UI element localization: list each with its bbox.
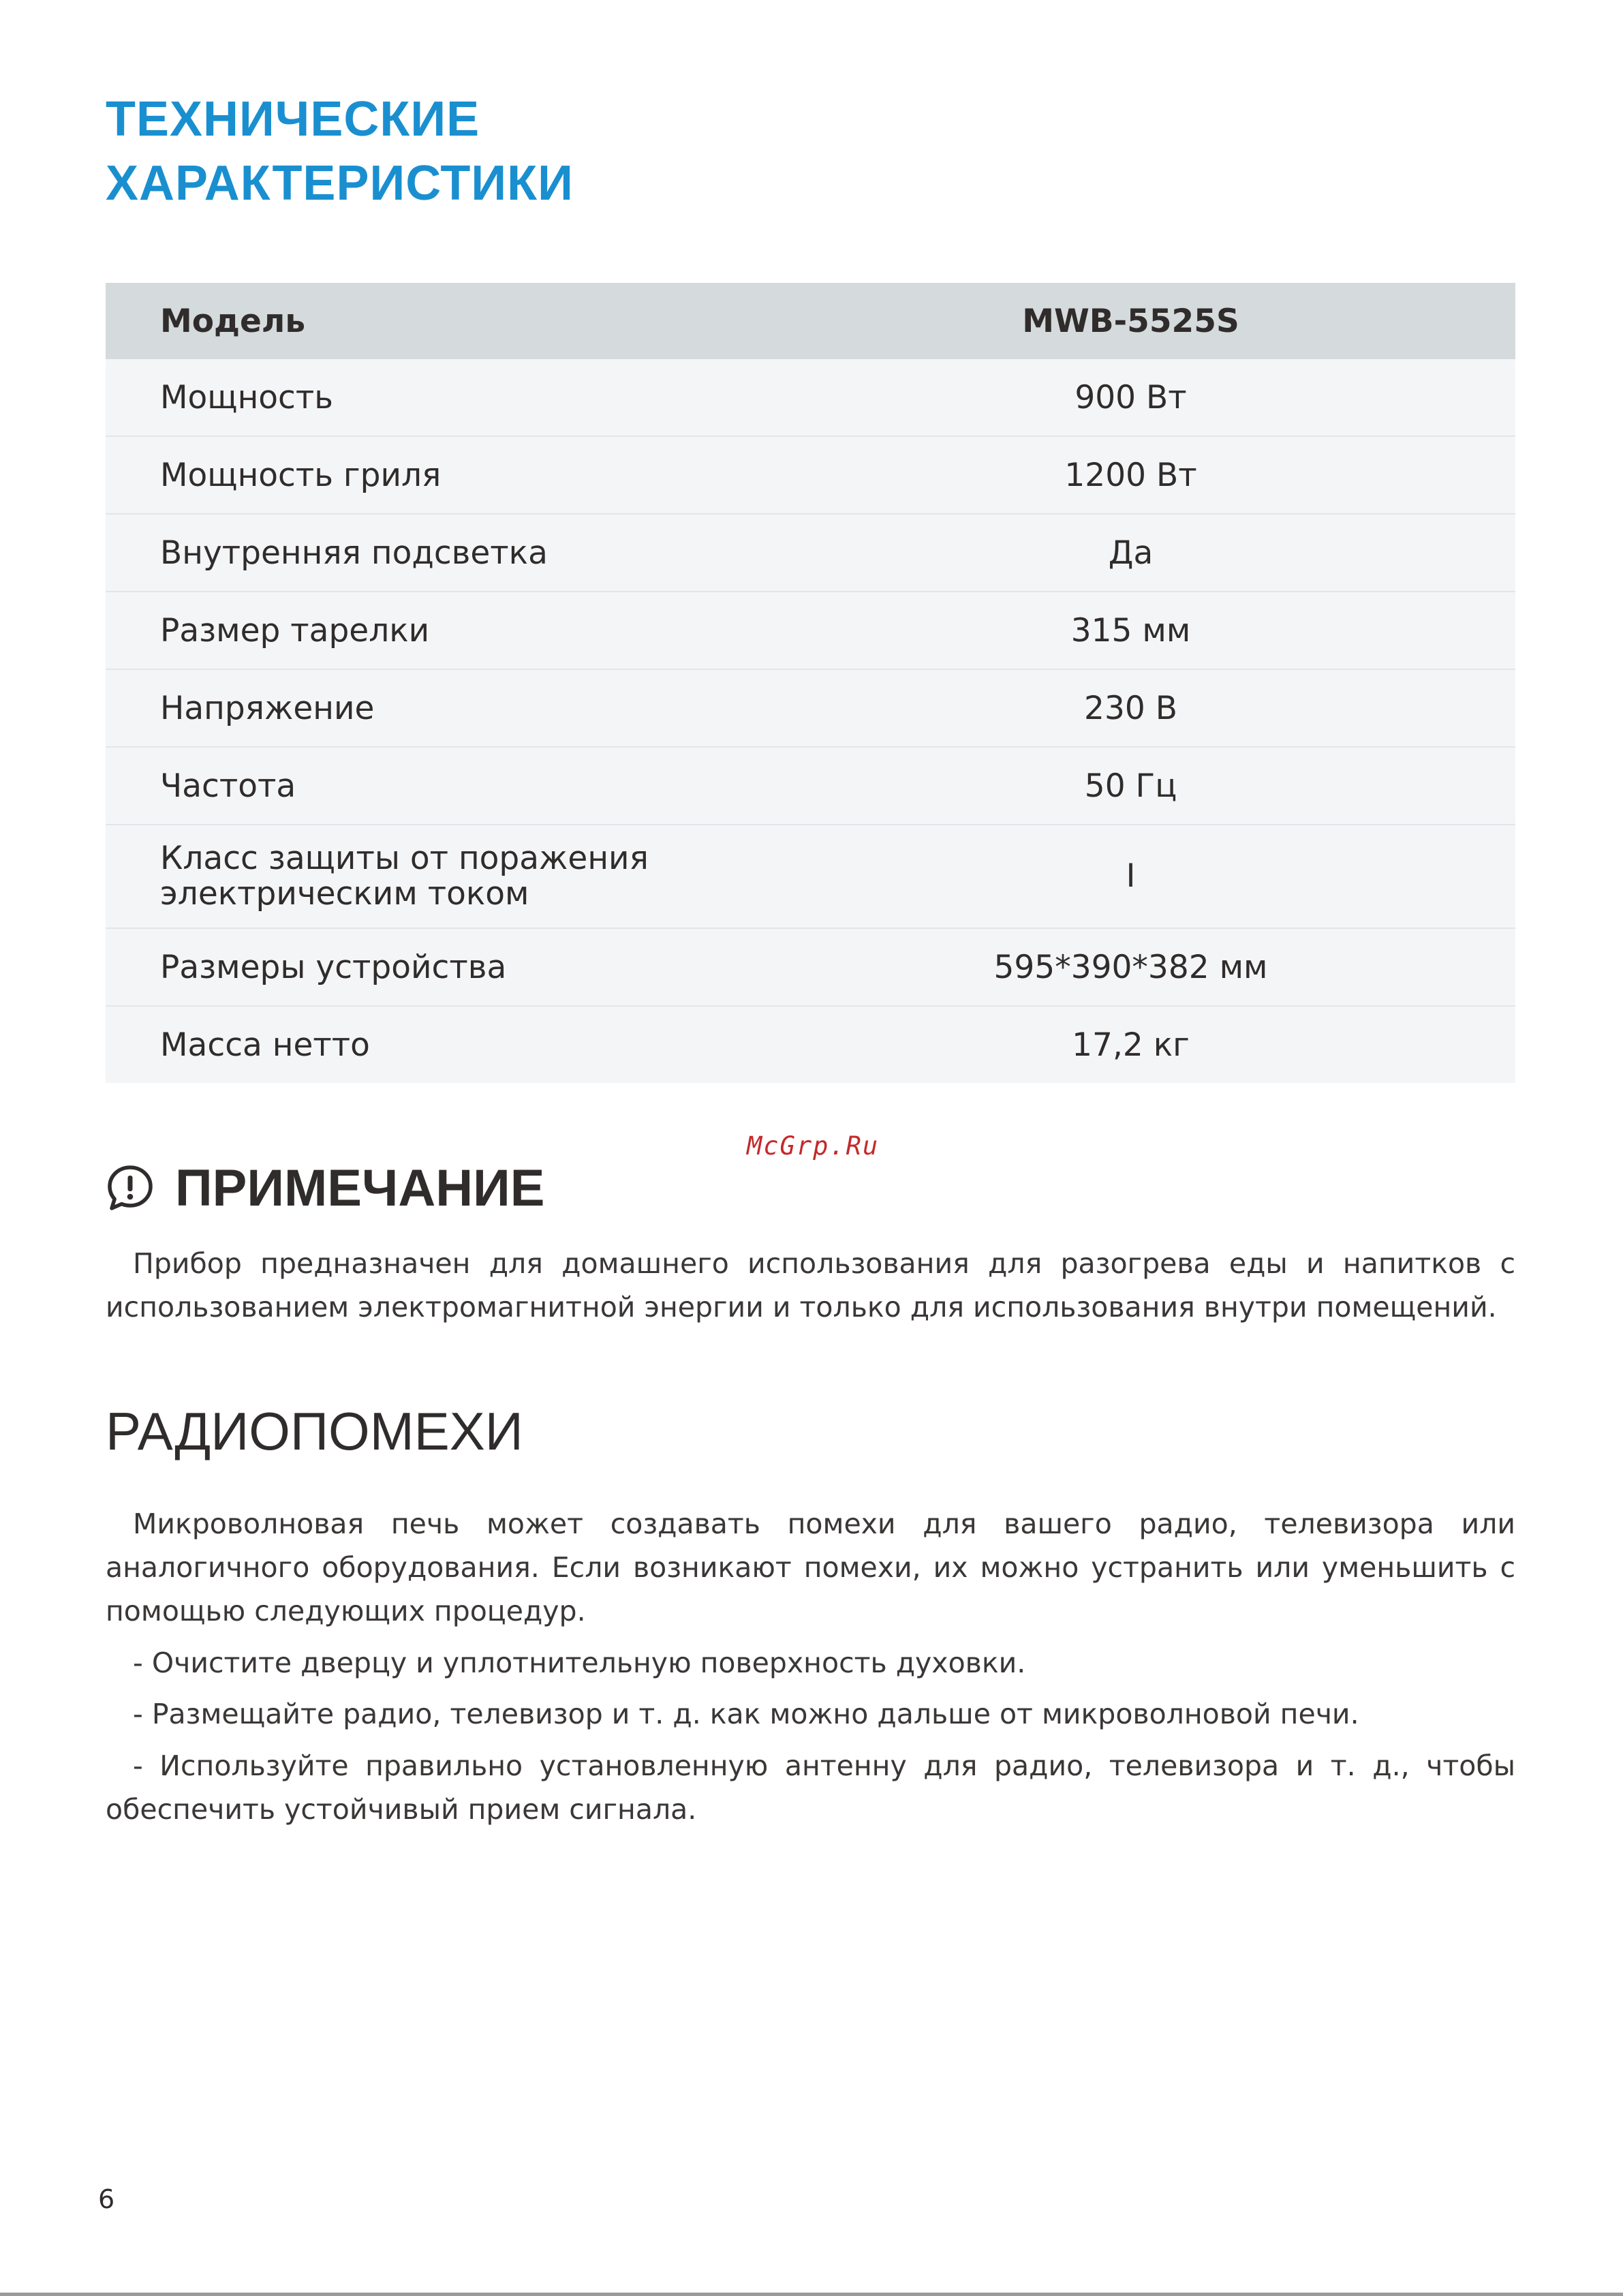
spec-value: 17,2 кг bbox=[1072, 1026, 1190, 1064]
spec-value: 1200 Вт bbox=[944, 436, 1515, 514]
spec-name: Частота bbox=[106, 747, 944, 825]
page-title bbox=[106, 87, 574, 215]
watermark-link[interactable]: McGrp.Ru bbox=[747, 1131, 880, 1161]
table-row bbox=[106, 825, 1515, 928]
list-item: - Очистите дверцу и уплотнительную поверхность духовки. bbox=[133, 1647, 1026, 1679]
table-row bbox=[106, 1006, 1515, 1083]
spec-name: Размеры устройства bbox=[106, 928, 944, 1006]
radio-intro-text: Микроволновая печь может создавать помехи для вашего радио, телевизора или аналогичного оборудования. Если возникают помехи, их можно устранить или уменьшить с помощью следующих процедур. bbox=[106, 1507, 1515, 1627]
page-number: 6 bbox=[98, 2184, 115, 2214]
specifications-table bbox=[106, 283, 1515, 1083]
radio-interference-title: РАДИОПОМЕХИ bbox=[106, 1401, 523, 1461]
spec-name-line-1: Класс защиты от поражения bbox=[160, 840, 649, 877]
spec-value: 230 В bbox=[944, 669, 1515, 747]
spec-name: Масса нетто bbox=[160, 1026, 370, 1064]
exclamation-speech-icon bbox=[106, 1164, 155, 1213]
list-item: - Размещайте радио, телевизор и т. д. как можно дальше от микроволновой печи. bbox=[133, 1698, 1359, 1730]
note-title: ПРИМЕЧАНИЕ bbox=[175, 1159, 545, 1217]
list-item: - Используйте правильно установленную антенну для радио, телевизора и т. д., чтобы обеспечить устойчивый прием сигнала. bbox=[106, 1749, 1515, 1826]
spec-value: 595*390*382 мм bbox=[944, 928, 1515, 1006]
page-title-line-1: ТЕХНИЧЕСКИЕ bbox=[106, 92, 480, 147]
spec-name: Мощность гриля bbox=[106, 436, 944, 514]
spec-value: 315 мм bbox=[944, 592, 1515, 669]
table-row bbox=[106, 514, 1515, 592]
table-row bbox=[106, 359, 1515, 436]
table-row bbox=[106, 669, 1515, 747]
spec-value: 900 Вт bbox=[944, 359, 1515, 436]
spec-name: Размер тарелки bbox=[106, 592, 944, 669]
bottom-divider bbox=[0, 2293, 1623, 2296]
spec-name bbox=[106, 825, 944, 928]
spec-name: Напряжение bbox=[106, 669, 944, 747]
spec-value: 50 Гц bbox=[944, 747, 1515, 825]
note-heading bbox=[106, 1159, 544, 1218]
table-row bbox=[106, 592, 1515, 669]
page-title-line-2: ХАРАКТЕРИСТИКИ bbox=[106, 156, 574, 211]
spec-value: I bbox=[944, 825, 1515, 928]
note-text: Прибор предназначен для домашнего использования для разогрева еды и напитков с использованием электромагнитной энергии и только для использования внутри помещений. bbox=[106, 1247, 1515, 1323]
table-header-row bbox=[106, 283, 1515, 359]
spec-name-line-2: электрическим током bbox=[160, 875, 529, 913]
spec-name: Внутренняя подсветка bbox=[106, 514, 944, 592]
table-row bbox=[106, 436, 1515, 514]
spec-value: Да bbox=[944, 514, 1515, 592]
header-cell-name: Модель bbox=[160, 302, 306, 340]
spec-name: Мощность bbox=[106, 359, 944, 436]
table-row bbox=[106, 928, 1515, 1006]
header-cell-value: MWB-5525S bbox=[1022, 302, 1239, 340]
table-row bbox=[106, 747, 1515, 825]
